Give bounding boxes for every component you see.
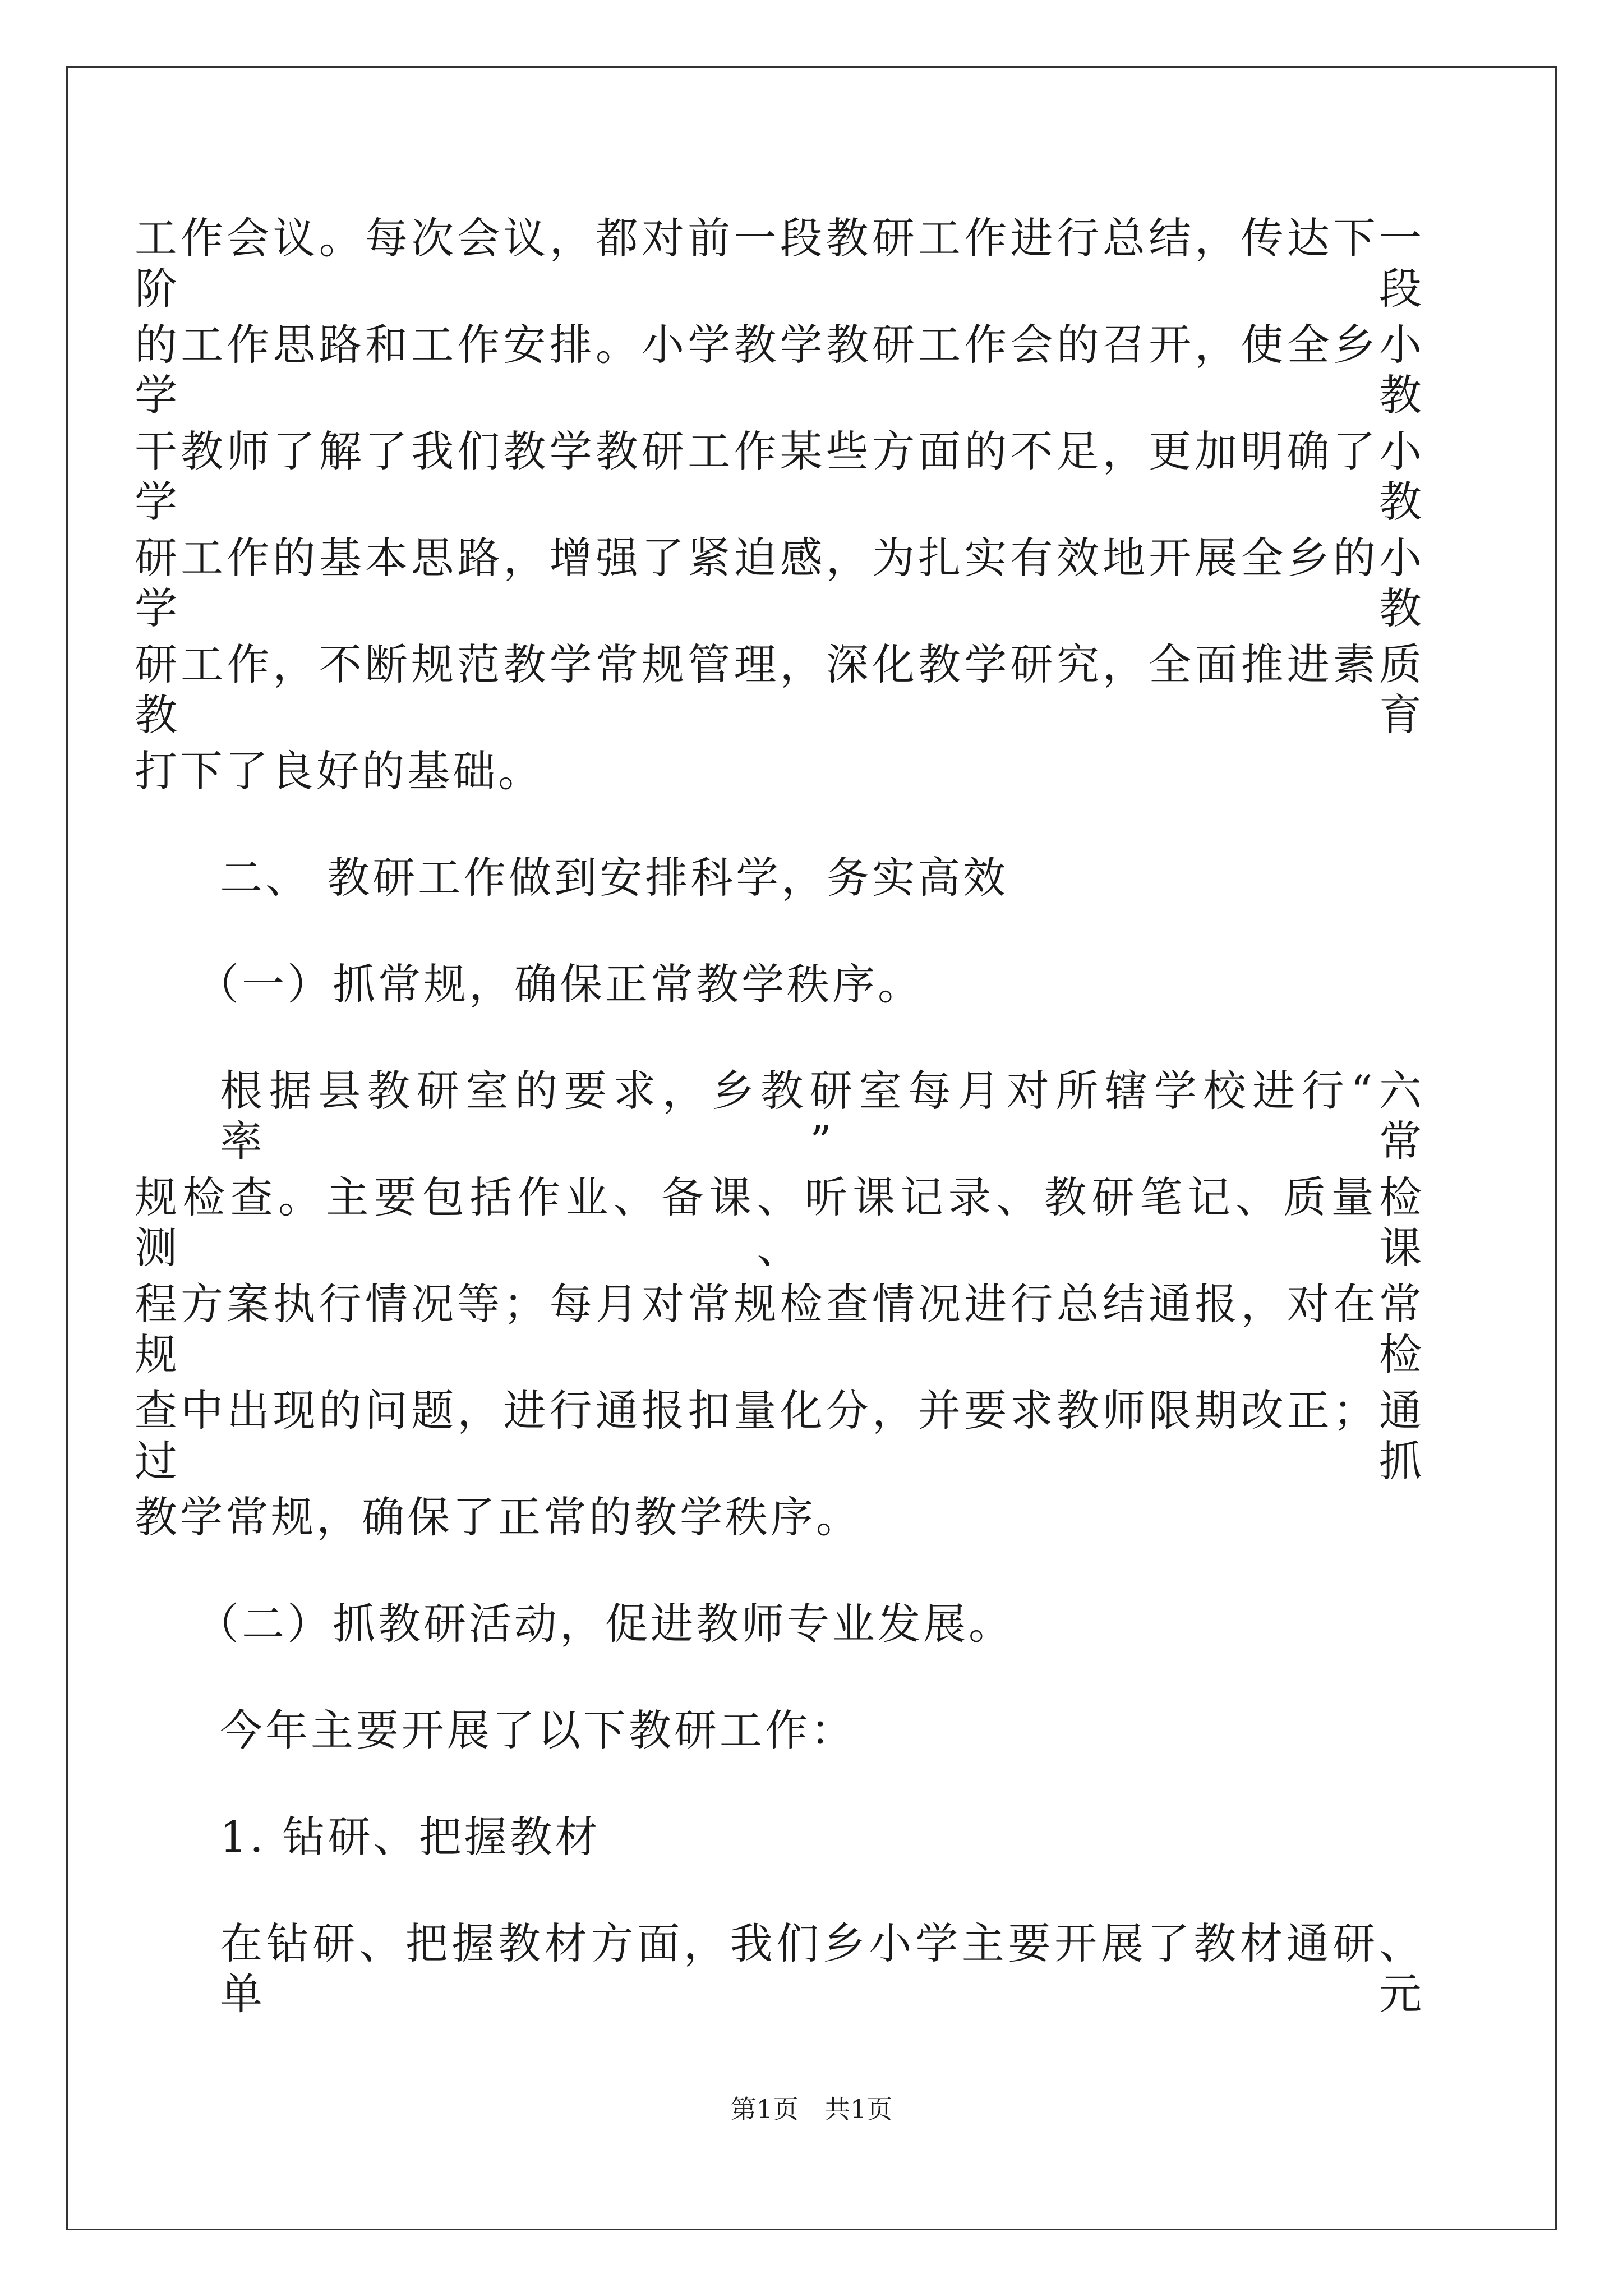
body-line-6: 打下了良好的基础。 (135, 746, 543, 796)
body-line-15: 今年主要开展了以下教研工作： (220, 1705, 856, 1755)
section-heading-2: 二、 教研工作做到安排科学，务实高效 (220, 853, 1009, 903)
body-line-1: 工作会议。每次会议，都对前一段教研工作进行总结，传达下一阶段 (135, 213, 1424, 314)
body-line-12: 查中出现的问题，进行通报扣量化分，并要求教师限期改正；通过抓 (135, 1386, 1424, 1486)
body-line-9: 根据县教研室的要求，乡教研室每月对所辖学校进行“六率”常 (220, 1066, 1424, 1166)
body-line-2: 的工作思路和工作安排。小学教学教研工作会的召开，使全乡小学教 (135, 320, 1424, 420)
numbered-heading-1: 1. 钻研、把握教材 (220, 1812, 601, 1862)
body-line-10: 规检查。主要包括作业、备课、听课记录、教研笔记、质量检测、课 (135, 1172, 1424, 1273)
document-body (135, 213, 1424, 2025)
page-number-footer: 第1页 共1页 (730, 2094, 893, 2124)
subsection-heading-1: （一）抓常规，确保正常教学秩序。 (196, 959, 923, 1009)
body-line-3: 干教师了解了我们教学教研工作某些方面的不足，更加明确了小学教 (135, 426, 1424, 527)
subsection-heading-2: （二）抓教研活动，促进教师专业发展。 (196, 1599, 1014, 1649)
body-line-11: 程方案执行情况等；每月对常规检查情况进行总结通报，对在常规检 (135, 1279, 1424, 1379)
body-line-5: 研工作，不断规范教学常规管理，深化教学研究，全面推进素质教育 (135, 639, 1424, 740)
body-line-13: 教学常规，确保了正常的教学秩序。 (135, 1492, 861, 1542)
body-line-17: 在钻研、把握教材方面，我们乡小学主要开展了教材通研、单元 (220, 1918, 1424, 2019)
body-line-4: 研工作的基本思路，增强了紧迫感，为扎实有效地开展全乡的小学教 (135, 533, 1424, 633)
